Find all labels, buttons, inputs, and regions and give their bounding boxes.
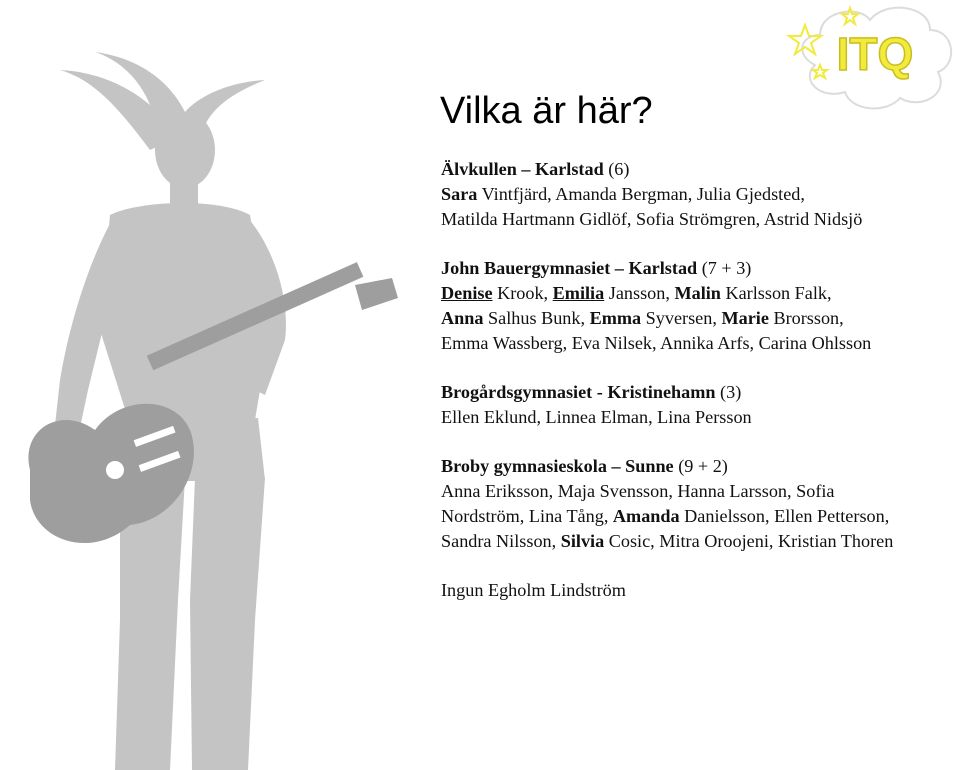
participant-count: (3) <box>720 382 742 402</box>
logo-text: ITQ <box>836 28 914 80</box>
school-group <box>441 157 960 232</box>
page-title: Vilka är här? <box>440 90 653 132</box>
name-text: Matilda Hartmann Gidlöf, Sofia Strömgren, Astrid Nidsjö <box>441 209 863 229</box>
highlighted-name: Anna <box>441 308 484 328</box>
participant-line <box>441 405 960 430</box>
school-heading <box>441 256 960 281</box>
name-text: Ellen Eklund, Linnea Elman, Lina Persson <box>441 407 752 427</box>
name-text: Cosic, Mitra Oroojeni, Kristian Thoren <box>604 531 894 551</box>
highlighted-name: Malin <box>674 283 721 303</box>
school-name: John Bauergymnasiet – Karlstad <box>441 258 698 278</box>
participant-count: (6) <box>608 159 630 179</box>
highlighted-name: Amanda <box>612 506 680 526</box>
participant-line <box>441 207 960 232</box>
participant-line <box>441 281 960 306</box>
name-text: Jansson, <box>604 283 675 303</box>
name-text: Sandra Nilsson, <box>441 531 561 551</box>
school-heading <box>441 380 960 405</box>
name-text: Vintfjärd, Amanda Bergman, Julia Gjedsted, <box>477 184 805 204</box>
school-heading <box>441 157 960 182</box>
highlighted-name: Emilia <box>552 283 605 303</box>
name-text: Salhus Bunk, <box>483 308 590 328</box>
school-name: Älvkullen – Karlstad <box>441 159 604 179</box>
highlighted-name: Sara <box>441 184 478 204</box>
name-text: Brorsson, <box>768 308 844 328</box>
school-name: Broby gymnasieskola – Sunne <box>441 456 674 476</box>
name-text: Danielsson, Ellen Petterson, <box>679 506 890 526</box>
itq-logo <box>780 0 960 120</box>
name-text: Krook, <box>492 283 553 303</box>
school-group <box>441 454 960 554</box>
name-text: Karlsson Falk, <box>720 283 832 303</box>
name-text: Syversen, <box>641 308 722 328</box>
participant-list <box>441 157 960 627</box>
name-text: Emma Wassberg, Eva Nilsek, Annika Arfs, Carina Ohlsson <box>441 333 872 353</box>
school-group <box>441 380 960 430</box>
participant-line <box>441 182 960 207</box>
participant-line <box>441 529 960 554</box>
participant-count: (7 + 3) <box>701 258 752 278</box>
guitarist-silhouette-image <box>0 0 440 770</box>
highlighted-name: Emma <box>589 308 642 328</box>
highlighted-name: Marie <box>721 308 769 328</box>
participant-count: (9 + 2) <box>678 456 728 476</box>
school-heading <box>441 454 960 479</box>
school-group <box>441 256 960 356</box>
highlighted-name: Denise <box>441 283 493 303</box>
participant-line <box>441 504 960 529</box>
name-text: Anna Eriksson, Maja Svensson, Hanna Larsson, Sofia <box>441 481 835 501</box>
name-text: Nordström, Lina Tång, <box>441 506 613 526</box>
participant-line <box>441 331 960 356</box>
footer-name: Ingun Egholm Lindström <box>441 580 626 600</box>
highlighted-name: Silvia <box>560 531 605 551</box>
school-name: Brogårdsgymnasiet - Kristinehamn <box>441 382 716 402</box>
participant-line <box>441 479 960 504</box>
participant-line <box>441 306 960 331</box>
